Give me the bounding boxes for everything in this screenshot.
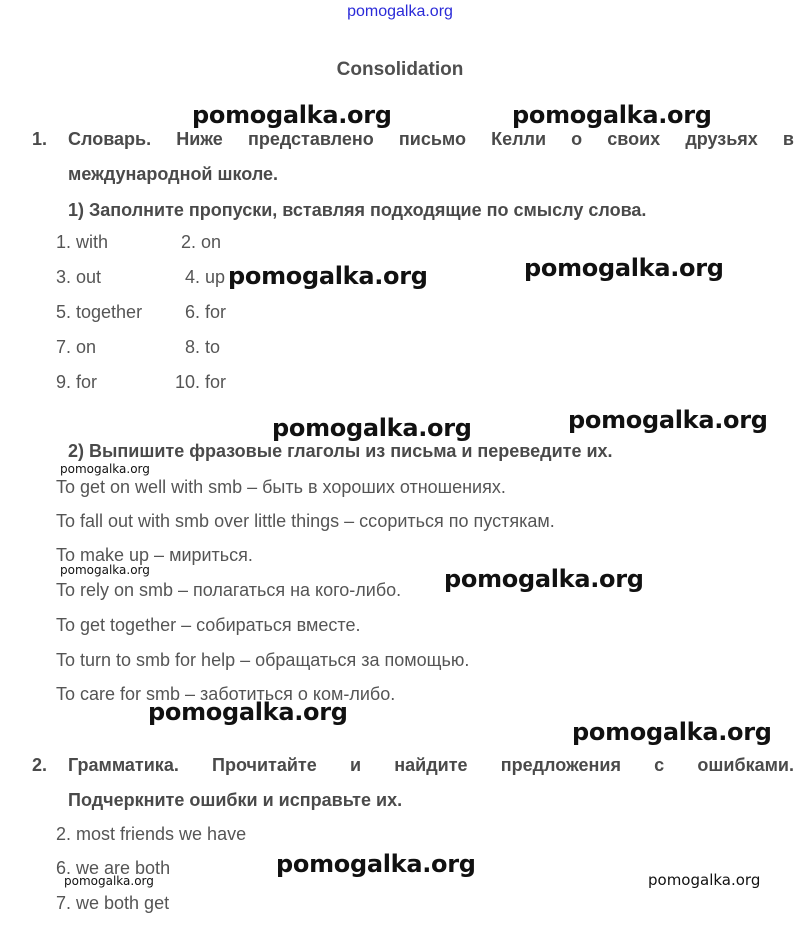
watermark: pomogalka.org	[192, 101, 392, 129]
answer-item: 6. for	[185, 302, 227, 322]
answer-item: 7. we both get	[56, 893, 170, 913]
answer-item: 2. on	[181, 232, 222, 252]
answer-item: 5. together	[56, 302, 143, 322]
task-2-instruction-line-1: Грамматика. Прочитайте и найдите предложения с ошибками.	[68, 755, 794, 775]
phrase-item: To rely on smb – полагаться на кого-либо.	[56, 580, 402, 600]
task-1-number: 1.	[32, 129, 48, 149]
site-link[interactable]: pomogalka.org	[347, 3, 453, 20]
watermark: pomogalka.org	[648, 871, 761, 889]
page-title: Consolidation	[336, 59, 464, 80]
phrase-item: To get on well with smb – быть в хороших отношениях.	[56, 477, 506, 497]
watermark: pomogalka.org	[228, 262, 428, 290]
task-2-number: 2.	[32, 755, 48, 775]
task-1-instruction-line-1: Словарь. Ниже представлено письмо Келли о своих друзьях в	[68, 129, 794, 149]
watermark: pomogalka.org	[568, 406, 768, 434]
task-1-subtask-2: 2) Выпишите фразовые глаголы из письма и переведите их.	[68, 441, 613, 461]
answer-item: 7. on	[56, 337, 97, 357]
answer-item: 1. with	[56, 232, 109, 252]
answer-item: 9. for	[56, 372, 98, 392]
task-2-instruction-line-2: Подчеркните ошибки и исправьте их.	[68, 790, 403, 810]
phrase-item: To fall out with smb over little things – ссориться по пустякам.	[56, 511, 555, 531]
answer-item: 10. for	[175, 372, 227, 392]
answer-item: 3. out	[56, 267, 102, 287]
answer-item: 8. to	[185, 337, 221, 357]
watermark: pomogalka.org	[64, 874, 154, 888]
watermark: pomogalka.org	[512, 101, 712, 129]
watermark: pomogalka.org	[60, 462, 150, 476]
answer-item: 4. up	[185, 267, 226, 287]
answer-item: 6. we are both	[56, 858, 171, 878]
watermark: pomogalka.org	[148, 698, 348, 726]
watermark: pomogalka.org	[60, 563, 150, 577]
watermark: pomogalka.org	[572, 718, 772, 746]
watermark: pomogalka.org	[272, 414, 472, 442]
watermark: pomogalka.org	[276, 850, 476, 878]
phrase-item: To care for smb – заботиться о ком-либо.	[56, 684, 396, 704]
phrase-item: To turn to smb for help – обращаться за помощью.	[56, 650, 470, 670]
watermark: pomogalka.org	[524, 254, 724, 282]
phrase-item: To get together – собираться вместе.	[56, 615, 361, 635]
task-1-subtask-1: 1) Заполните пропуски, вставляя подходящие по смыслу слова.	[68, 200, 647, 220]
task-1-instruction-line-2: международной школе.	[68, 164, 279, 184]
phrase-item: To make up – мириться.	[56, 545, 253, 565]
answer-item: 2. most friends we have	[56, 824, 247, 844]
watermark: pomogalka.org	[444, 565, 644, 593]
